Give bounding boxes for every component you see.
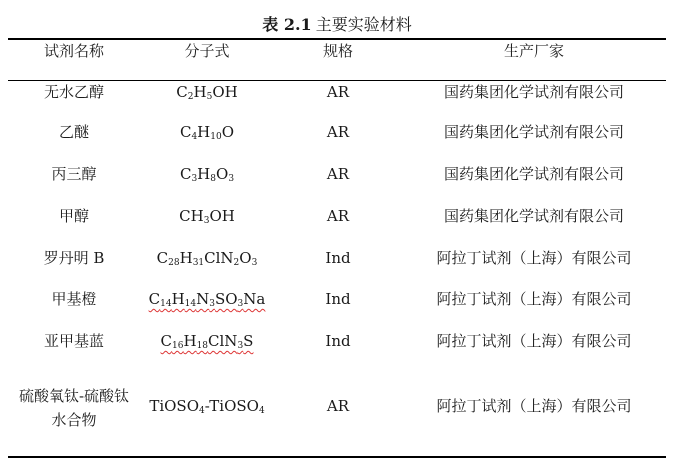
cell-formula: $C_2H_5OH$: [176, 83, 238, 102]
cell-maker: 国药集团化学试剂有限公司: [443, 165, 624, 183]
cell-formula: TiOSO$_4$-TiOSO$_4$: [149, 397, 265, 416]
cell-name: 硫酸氧钛-硫酸钛水合物: [18, 387, 130, 429]
bottom-rule: [8, 456, 666, 458]
cell-name: 无水乙醇: [43, 83, 104, 101]
cell-name: 亚甲基蓝: [43, 332, 104, 350]
table-title: 主要实验材料: [315, 15, 412, 34]
table-number: 表 2.1: [262, 15, 312, 34]
cell-name: 甲醇: [58, 207, 89, 225]
cell-formula: $C_{14}H_{14}N_3SO_3Na$: [148, 290, 266, 309]
cell-name: 甲基橙: [51, 290, 97, 308]
cell-formula: $CH_3OH$: [179, 207, 235, 226]
cell-maker: 阿拉丁试剂（上海）有限公司: [436, 249, 632, 267]
cell-maker: 阿拉丁试剂（上海）有限公司: [436, 290, 632, 308]
cell-name: 丙三醇: [51, 165, 97, 183]
table-caption: [0, 14, 674, 36]
cell-maker: 国药集团化学试剂有限公司: [443, 83, 624, 101]
cell-spec: Ind: [325, 290, 351, 308]
cell-name: 乙醚: [58, 123, 89, 141]
header-formula: 分子式: [184, 42, 230, 60]
cell-name: 罗丹明 B: [43, 249, 105, 267]
cell-spec: AR: [326, 165, 350, 183]
cell-spec: AR: [326, 207, 350, 225]
cell-formula: $C_4H_{10}O$: [179, 123, 235, 142]
header-name: 试剂名称: [43, 42, 104, 60]
header-spec: 规格: [322, 42, 353, 60]
header-maker: 生产厂家: [503, 42, 564, 60]
cell-formula: $C_{16}H_{18}ClN_3S$: [160, 332, 254, 351]
cell-formula: $C_3H_8O_3$: [179, 165, 235, 184]
cell-maker: 阿拉丁试剂（上海）有限公司: [436, 332, 632, 350]
cell-spec: AR: [326, 83, 350, 101]
cell-spec: Ind: [325, 332, 351, 350]
cell-spec: Ind: [325, 249, 351, 267]
cell-maker: 阿拉丁试剂（上海）有限公司: [436, 397, 632, 415]
cell-maker: 国药集团化学试剂有限公司: [443, 207, 624, 225]
cell-spec: AR: [326, 397, 350, 415]
cell-spec: AR: [326, 123, 350, 141]
cell-maker: 国药集团化学试剂有限公司: [443, 123, 624, 141]
cell-formula: $C_{28}H_{31}ClN_2O_3$: [156, 249, 258, 268]
